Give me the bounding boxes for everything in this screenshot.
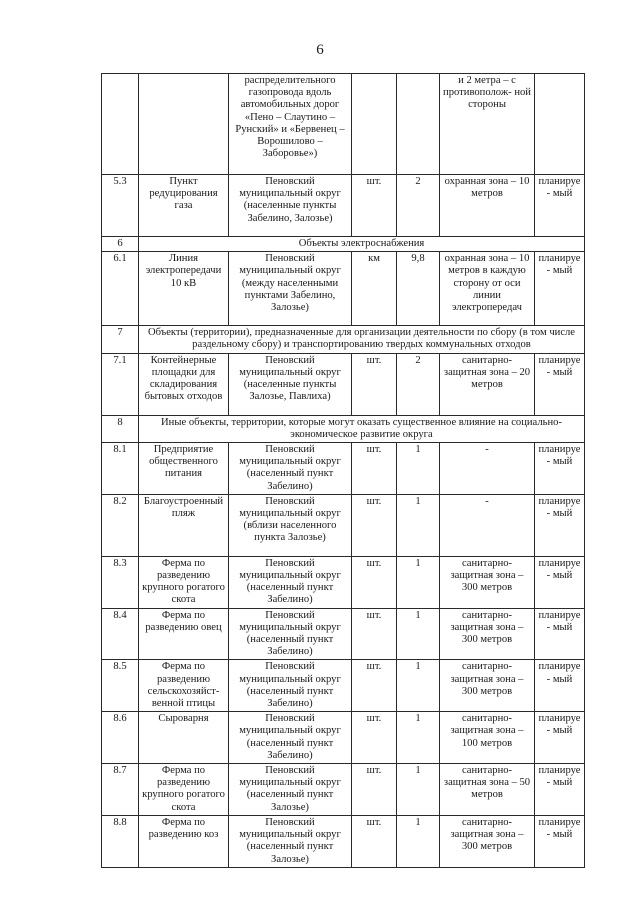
- cell-quantity: 2: [397, 353, 440, 415]
- section-row: [102, 415, 585, 442]
- cell-number: 7.1: [102, 353, 139, 415]
- cell-number: 8.8: [102, 815, 139, 867]
- cell-number: 8.5: [102, 660, 139, 712]
- cell-zone: санитарно- защитная зона – 300 метров: [440, 608, 535, 660]
- table-row: [102, 175, 585, 237]
- cell-quantity: 1: [397, 443, 440, 495]
- page-number: 6: [316, 42, 324, 58]
- cell-object-name: Сыроварня: [139, 712, 229, 764]
- cell-quantity: 1: [397, 712, 440, 764]
- cell-status: планируе- мый: [535, 712, 585, 764]
- cell-object-name: Пункт редуцирования газа: [139, 175, 229, 237]
- cell-location: распределительного газопровода вдоль автомобильных дорог «Пено – Слаутино – Рунский» и «Бервенец – Ворошилово – Заборовье»): [229, 74, 352, 175]
- cell-location: Пеновский муниципальный округ (населенный пункт Забелино): [229, 443, 352, 495]
- section-row: [102, 237, 585, 252]
- cell-status: планируе- мый: [535, 353, 585, 415]
- cell-status: планируе- мый: [535, 556, 585, 608]
- cell-object-name: Ферма по разведению крупного рогатого скота: [139, 764, 229, 816]
- cell-quantity: 1: [397, 815, 440, 867]
- table-row: [102, 494, 585, 556]
- cell-quantity: 2: [397, 175, 440, 237]
- cell-status: планируе- мый: [535, 660, 585, 712]
- cell-number: 6.1: [102, 252, 139, 326]
- cell-status: планируе- мый: [535, 764, 585, 816]
- cell-number: 8.4: [102, 608, 139, 660]
- section-number: 6: [102, 237, 139, 252]
- cell-status: планируе- мый: [535, 252, 585, 326]
- table-row: [102, 556, 585, 608]
- section-title: Объекты электроснабжения: [139, 237, 585, 252]
- table-row: [102, 764, 585, 816]
- cell-status: планируе- мый: [535, 608, 585, 660]
- cell-zone: охранная зона – 10 метров в каждую сторону от оси линии электропередач: [440, 252, 535, 326]
- cell-quantity: 1: [397, 764, 440, 816]
- table-row: [102, 815, 585, 867]
- section-number: 7: [102, 326, 139, 353]
- section-title: Иные объекты, территории, которые могут оказать существенное влияние на социально- экономическое развитие округа: [139, 415, 585, 442]
- cell-status: планируе- мый: [535, 494, 585, 556]
- cell-zone: санитарно- защитная зона – 300 метров: [440, 556, 535, 608]
- cell-quantity: 9,8: [397, 252, 440, 326]
- cell-object-name: [139, 74, 229, 175]
- cell-location: Пеновский муниципальный округ (населенные пункты Залозье, Павлиха): [229, 353, 352, 415]
- cell-location: Пеновский муниципальный округ (населенный пункт Забелино): [229, 660, 352, 712]
- cell-object-name: Предприятие общественного питания: [139, 443, 229, 495]
- cell-zone: -: [440, 443, 535, 495]
- cell-zone: и 2 метра – с противополож- ной стороны: [440, 74, 535, 175]
- cell-object-name: Благоустроенный пляж: [139, 494, 229, 556]
- cell-unit: шт.: [352, 815, 397, 867]
- cell-status: [535, 74, 585, 175]
- cell-object-name: Ферма по разведению сельскохозяйст- венной птицы: [139, 660, 229, 712]
- cell-number: 8.3: [102, 556, 139, 608]
- cell-zone: санитарно- защитная зона – 20 метров: [440, 353, 535, 415]
- cell-location: Пеновский муниципальный округ (населенный пункт Забелино): [229, 712, 352, 764]
- cell-unit: [352, 74, 397, 175]
- section-row: [102, 326, 585, 353]
- cell-location: Пеновский муниципальный округ (населенный пункт Залозье): [229, 764, 352, 816]
- cell-quantity: 1: [397, 494, 440, 556]
- cell-unit: шт.: [352, 175, 397, 237]
- table-row: [102, 74, 585, 175]
- cell-unit: шт.: [352, 608, 397, 660]
- cell-location: Пеновский муниципальный округ (населенный пункт Залозье): [229, 815, 352, 867]
- cell-number: [102, 74, 139, 175]
- cell-location: Пеновский муниципальный округ (вблизи населенного пункта Залозье): [229, 494, 352, 556]
- cell-unit: шт.: [352, 353, 397, 415]
- cell-zone: охранная зона – 10 метров: [440, 175, 535, 237]
- cell-quantity: 1: [397, 608, 440, 660]
- cell-unit: шт.: [352, 764, 397, 816]
- cell-status: планируе- мый: [535, 175, 585, 237]
- cell-zone: -: [440, 494, 535, 556]
- table-row: [102, 712, 585, 764]
- cell-object-name: Линия электропередачи 10 кВ: [139, 252, 229, 326]
- cell-unit: шт.: [352, 443, 397, 495]
- cell-location: Пеновский муниципальный округ (населенный пункт Забелино): [229, 608, 352, 660]
- objects-table-body: [102, 74, 585, 868]
- section-title: Объекты (территории), предназначенные для организации деятельности по сбору (в том числе раздельному сбору) и транспортированию твердых коммунальных отходов: [139, 326, 585, 353]
- cell-quantity: 1: [397, 660, 440, 712]
- cell-unit: шт.: [352, 494, 397, 556]
- cell-number: 8.7: [102, 764, 139, 816]
- cell-location: Пеновский муниципальный округ (населенный пункт Забелино): [229, 556, 352, 608]
- cell-number: 8.2: [102, 494, 139, 556]
- objects-table: [101, 73, 585, 868]
- cell-object-name: Ферма по разведению овец: [139, 608, 229, 660]
- cell-location: Пеновский муниципальный округ (населенные пункты Забелино, Залозье): [229, 175, 352, 237]
- cell-unit: шт.: [352, 556, 397, 608]
- cell-unit: км: [352, 252, 397, 326]
- cell-object-name: Ферма по разведению коз: [139, 815, 229, 867]
- table-row: [102, 608, 585, 660]
- cell-zone: санитарно- защитная зона – 300 метров: [440, 660, 535, 712]
- cell-unit: шт.: [352, 660, 397, 712]
- table-row: [102, 353, 585, 415]
- cell-object-name: Контейнерные площадки для складирования бытовых отходов: [139, 353, 229, 415]
- table-row: [102, 660, 585, 712]
- table-row: [102, 252, 585, 326]
- cell-status: планируе- мый: [535, 815, 585, 867]
- cell-quantity: [397, 74, 440, 175]
- cell-location: Пеновский муниципальный округ (между населенными пунктами Забелино, Залозье): [229, 252, 352, 326]
- cell-object-name: Ферма по разведению крупного рогатого скота: [139, 556, 229, 608]
- section-number: 8: [102, 415, 139, 442]
- cell-number: 5.3: [102, 175, 139, 237]
- cell-unit: шт.: [352, 712, 397, 764]
- cell-number: 8.6: [102, 712, 139, 764]
- cell-zone: санитарно- защитная зона – 100 метров: [440, 712, 535, 764]
- cell-quantity: 1: [397, 556, 440, 608]
- cell-zone: санитарно- защитная зона – 50 метров: [440, 764, 535, 816]
- table-row: [102, 443, 585, 495]
- cell-number: 8.1: [102, 443, 139, 495]
- cell-zone: санитарно- защитная зона – 300 метров: [440, 815, 535, 867]
- cell-status: планируе- мый: [535, 443, 585, 495]
